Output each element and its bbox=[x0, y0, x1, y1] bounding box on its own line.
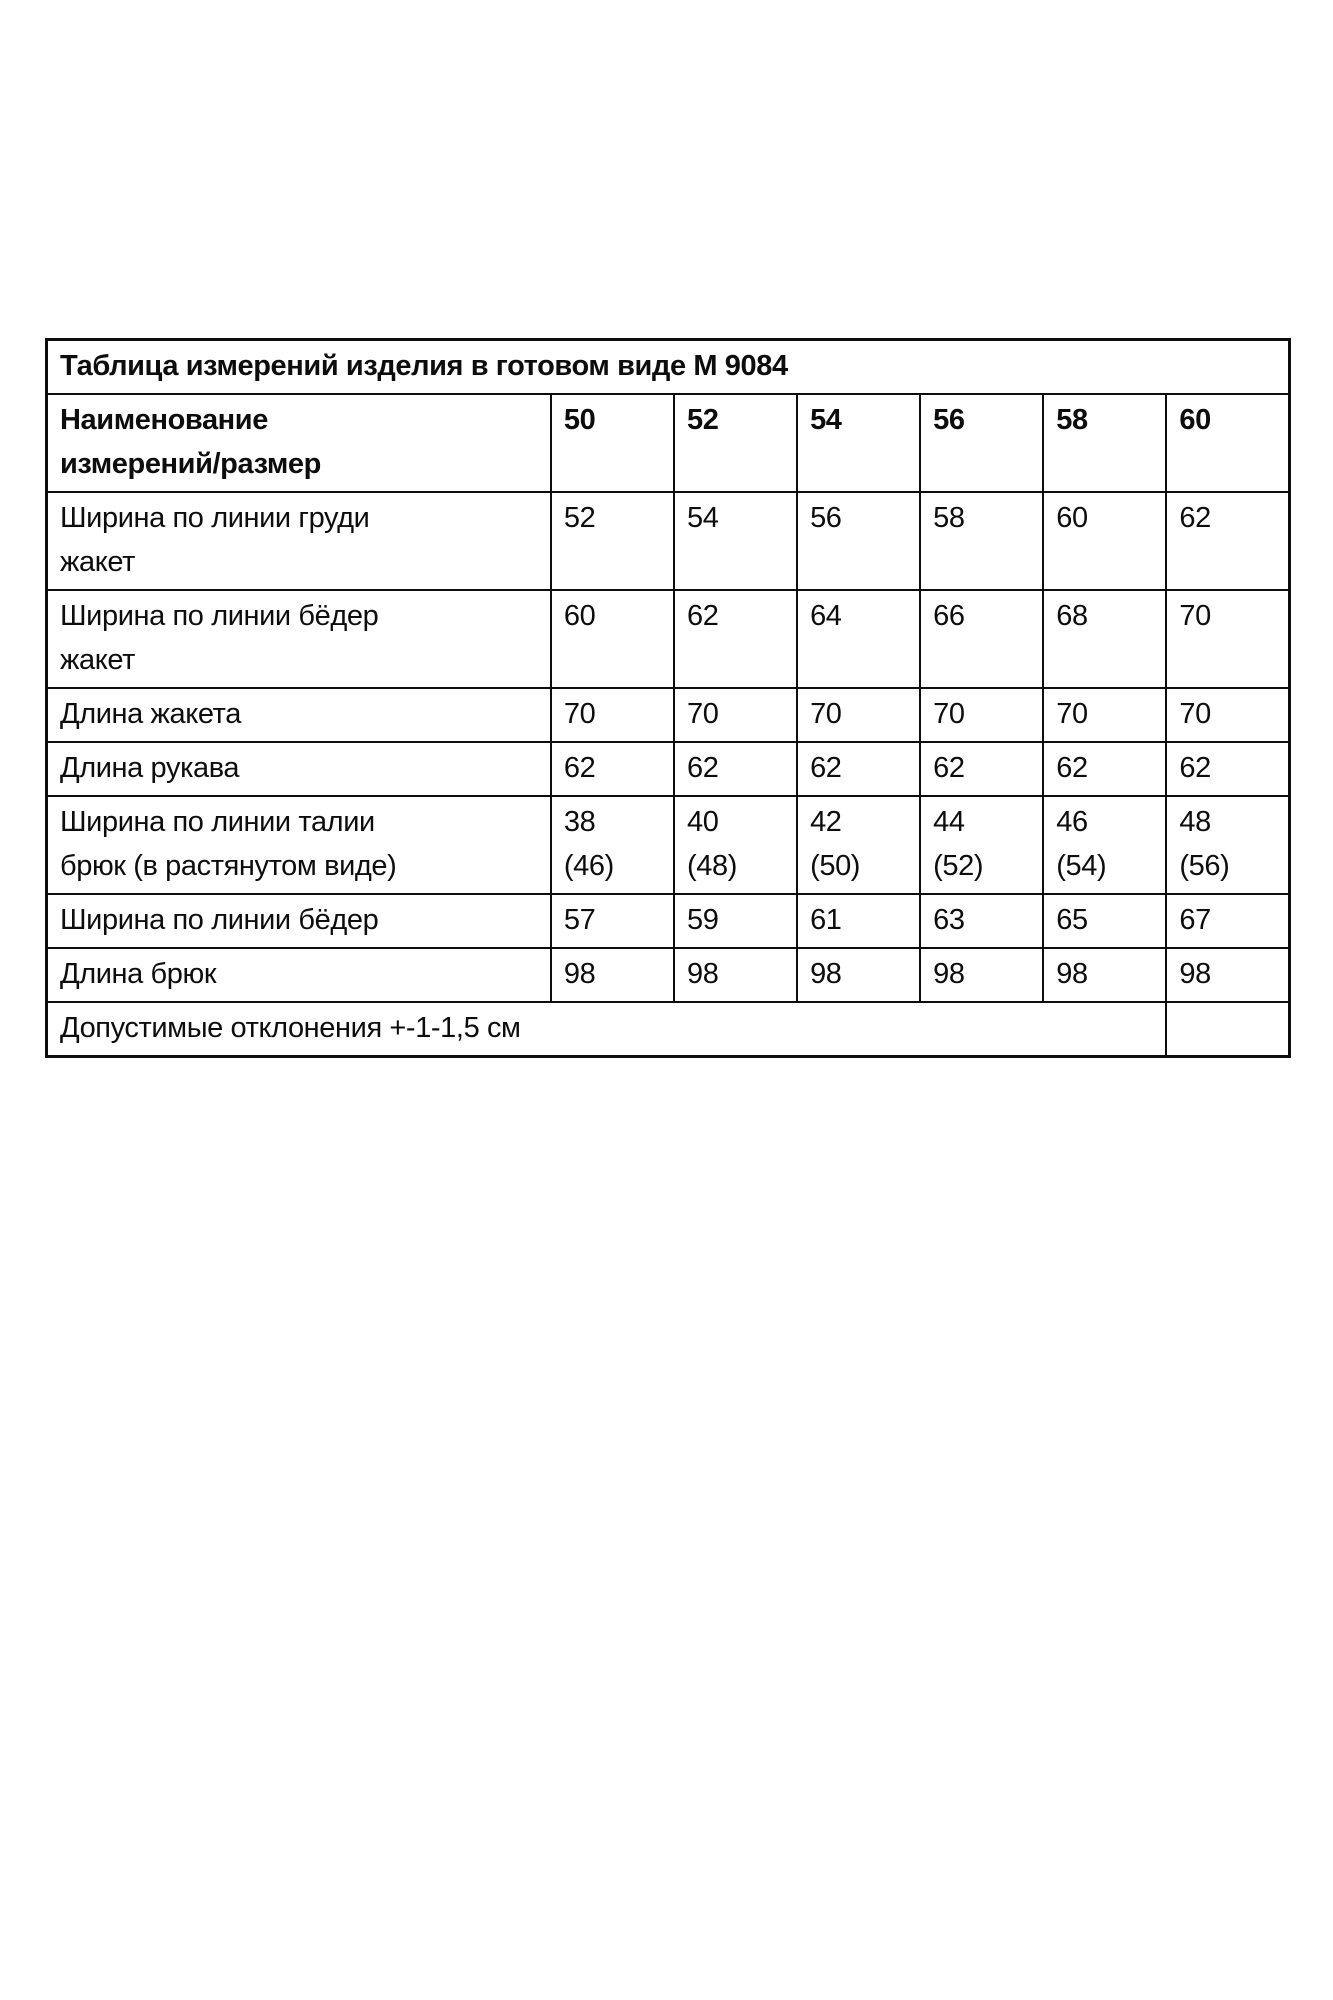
value-cell: 70 bbox=[1166, 590, 1289, 688]
header-name-line1: Наименование bbox=[60, 404, 268, 436]
value-cell: 54 bbox=[674, 492, 797, 590]
value-cell: 70 bbox=[551, 688, 674, 742]
value-cell: 68 bbox=[1043, 590, 1166, 688]
value-cell: 62 bbox=[1043, 742, 1166, 796]
value-cell: 57 bbox=[551, 894, 674, 948]
value-cell: 42 (50) bbox=[797, 796, 920, 894]
size-measurement-table bbox=[45, 338, 1291, 1058]
value-cell: 98 bbox=[797, 948, 920, 1002]
measurement-name-cell: Длина жакета bbox=[47, 688, 551, 742]
table-header-row bbox=[47, 394, 1290, 492]
value-cell: 52 bbox=[551, 492, 674, 590]
value-cell: 98 bbox=[674, 948, 797, 1002]
tolerance-row bbox=[47, 1002, 1290, 1057]
value-cell: 70 bbox=[797, 688, 920, 742]
measurement-row-trousers-length bbox=[47, 948, 1290, 1002]
measurement-name-cell: Ширина по линии груди жакет bbox=[47, 492, 551, 590]
size-header-cell: 60 bbox=[1166, 394, 1289, 492]
measurement-name-cell: Ширина по линии бёдер жакет bbox=[47, 590, 551, 688]
value-cell: 62 bbox=[920, 742, 1043, 796]
measurement-name-cell: Ширина по линии бёдер bbox=[47, 894, 551, 948]
value-cell: 61 bbox=[797, 894, 920, 948]
value-cell: 40 (48) bbox=[674, 796, 797, 894]
size-header-cell: 52 bbox=[674, 394, 797, 492]
measurement-name-cell: Длина рукава bbox=[47, 742, 551, 796]
measurement-row-chest-jacket bbox=[47, 492, 1290, 590]
value-cell: 62 bbox=[1166, 492, 1289, 590]
size-header-cell: 50 bbox=[551, 394, 674, 492]
value-cell: 62 bbox=[674, 742, 797, 796]
value-cell: 64 bbox=[797, 590, 920, 688]
table-title-row bbox=[47, 340, 1290, 395]
header-name-line2: измерений/размер bbox=[60, 448, 321, 480]
value-cell: 60 bbox=[551, 590, 674, 688]
value-cell: 62 bbox=[797, 742, 920, 796]
value-cell: 65 bbox=[1043, 894, 1166, 948]
value-cell: 67 bbox=[1166, 894, 1289, 948]
empty-cell bbox=[1166, 1002, 1289, 1057]
value-cell: 70 bbox=[674, 688, 797, 742]
value-cell: 98 bbox=[920, 948, 1043, 1002]
value-cell: 46 (54) bbox=[1043, 796, 1166, 894]
value-cell: 70 bbox=[1166, 688, 1289, 742]
measurement-row-hips-trousers bbox=[47, 894, 1290, 948]
measurement-name-cell: Ширина по линии талии брюк (в растянутом виде) bbox=[47, 796, 551, 894]
size-header-cell: 54 bbox=[797, 394, 920, 492]
value-cell: 48 (56) bbox=[1166, 796, 1289, 894]
measurement-row-jacket-length bbox=[47, 688, 1290, 742]
value-cell: 56 bbox=[797, 492, 920, 590]
header-name-cell bbox=[47, 394, 551, 492]
value-cell: 66 bbox=[920, 590, 1043, 688]
measurement-name-cell: Длина брюк bbox=[47, 948, 551, 1002]
table-title: Таблица измерений изделия в готовом виде М 9084 bbox=[47, 340, 1290, 395]
value-cell: 98 bbox=[551, 948, 674, 1002]
size-header-cell: 58 bbox=[1043, 394, 1166, 492]
value-cell: 38 (46) bbox=[551, 796, 674, 894]
size-header-cell: 56 bbox=[920, 394, 1043, 492]
value-cell: 60 bbox=[1043, 492, 1166, 590]
value-cell: 98 bbox=[1043, 948, 1166, 1002]
value-cell: 59 bbox=[674, 894, 797, 948]
value-cell: 62 bbox=[674, 590, 797, 688]
value-cell: 63 bbox=[920, 894, 1043, 948]
measurement-row-hips-jacket bbox=[47, 590, 1290, 688]
value-cell: 98 bbox=[1166, 948, 1289, 1002]
value-cell: 62 bbox=[1166, 742, 1289, 796]
tolerance-note-cell: Допустимые отклонения +-1-1,5 см bbox=[47, 1002, 1167, 1057]
value-cell: 70 bbox=[920, 688, 1043, 742]
value-cell: 70 bbox=[1043, 688, 1166, 742]
value-cell: 62 bbox=[551, 742, 674, 796]
measurement-row-waist-trousers bbox=[47, 796, 1290, 894]
measurement-row-sleeve-length bbox=[47, 742, 1290, 796]
value-cell: 44 (52) bbox=[920, 796, 1043, 894]
value-cell: 58 bbox=[920, 492, 1043, 590]
